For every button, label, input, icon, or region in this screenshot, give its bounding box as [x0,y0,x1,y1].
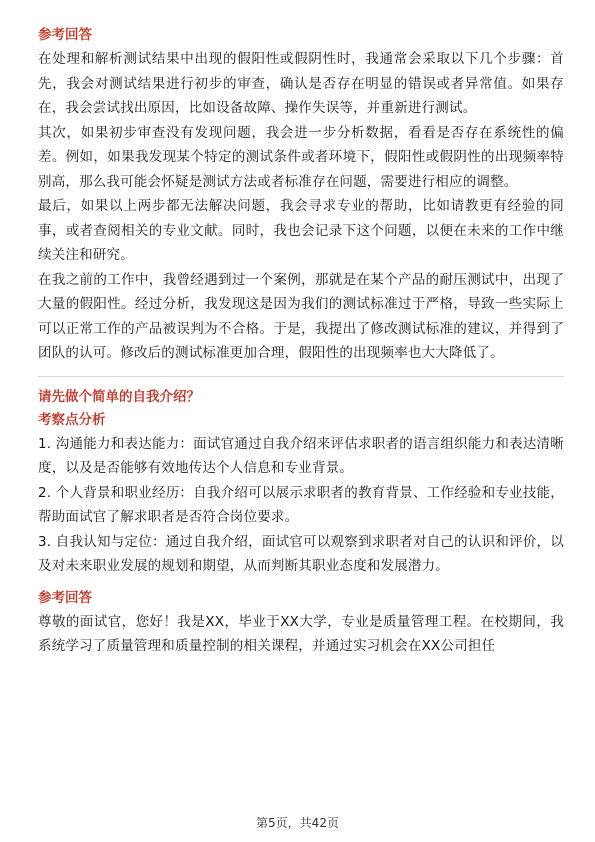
answer-paragraph: 尊敬的面试官，您好！我是XX，毕业于XX大学，专业是质量管理工程。在校期间，我系统学习了质量管理和质量控制的相关课程，并通过实习机会在XX公司担任 [38,613,564,654]
page-number: 第5页，共42页 [256,816,339,830]
answer-paragraph: 最后，如果以上两步都无法解决问题，我会寻求专业的帮助，比如请教更有经验的同事，或者查阅相关的专业文献。同时，我也会记录下这个问题，以便在未来的工作中继续关注和研究。 [38,198,564,263]
analysis-item: 2. 个人背景和职业经历：自我介绍可以展示求职者的教育背景、工作经验和专业技能，帮助面试官了解求职者是否符合岗位要求。 [38,484,564,525]
page-content [38,24,564,659]
answer-paragraph: 在我之前的工作中，我曾经遇到过一个案例，那就是在某个产品的耐压测试中，出现了大量的假阳性。经过分析，我发现这是因为我们的测试标准过于严格，导致一些实际上可以正常工作的产品被误判为不合格。于是，我提出了修改测试标准的建议，并得到了团队的认可。修改后的测试标准更加合理，假阳性的出现频率也大大降低了。 [38,271,564,361]
analysis-item: 3. 自我认知与定位：通过自我介绍，面试官可以观察到求职者对自己的认识和评价，以及对未来职业发展的规划和期望，从而判断其职业态度和发展潜力。 [38,533,564,574]
answer-paragraph: 在处理和解析测试结果中出现的假阳性或假阴性时，我通常会采取以下几个步骤：首先，我会对测试结果进行初步的审查，确认是否存在明显的错误或者异常值。如果存在，我会尝试找出原因，比如设备故障、操作失误等，并重新进行测试。 [38,51,564,116]
analysis-item: 1. 沟通能力和表达能力：面试官通过自我介绍来评估求职者的语言组织能力和表达清晰度，以及是否能够有效地传达个人信息和专业背景。 [38,435,564,476]
section-divider [38,376,564,377]
reference-answer-heading: 参考回答 [38,589,92,606]
question-title: 请先做个简单的自我介绍？ [38,388,200,405]
reference-answer-heading: 参考回答 [38,27,92,43]
analysis-heading: 考察点分析 [38,411,106,428]
answer-paragraph: 其次，如果初步审查没有发现问题，我会进一步分析数据，看看是否存在系统性的偏差。例如，如果我发现某个特定的测试条件或者环境下，假阳性或假阴性的出现频率特别高，那么我可能会怀疑是测试方法或者标准存在问题，需要进行相应的调整。 [38,124,564,190]
